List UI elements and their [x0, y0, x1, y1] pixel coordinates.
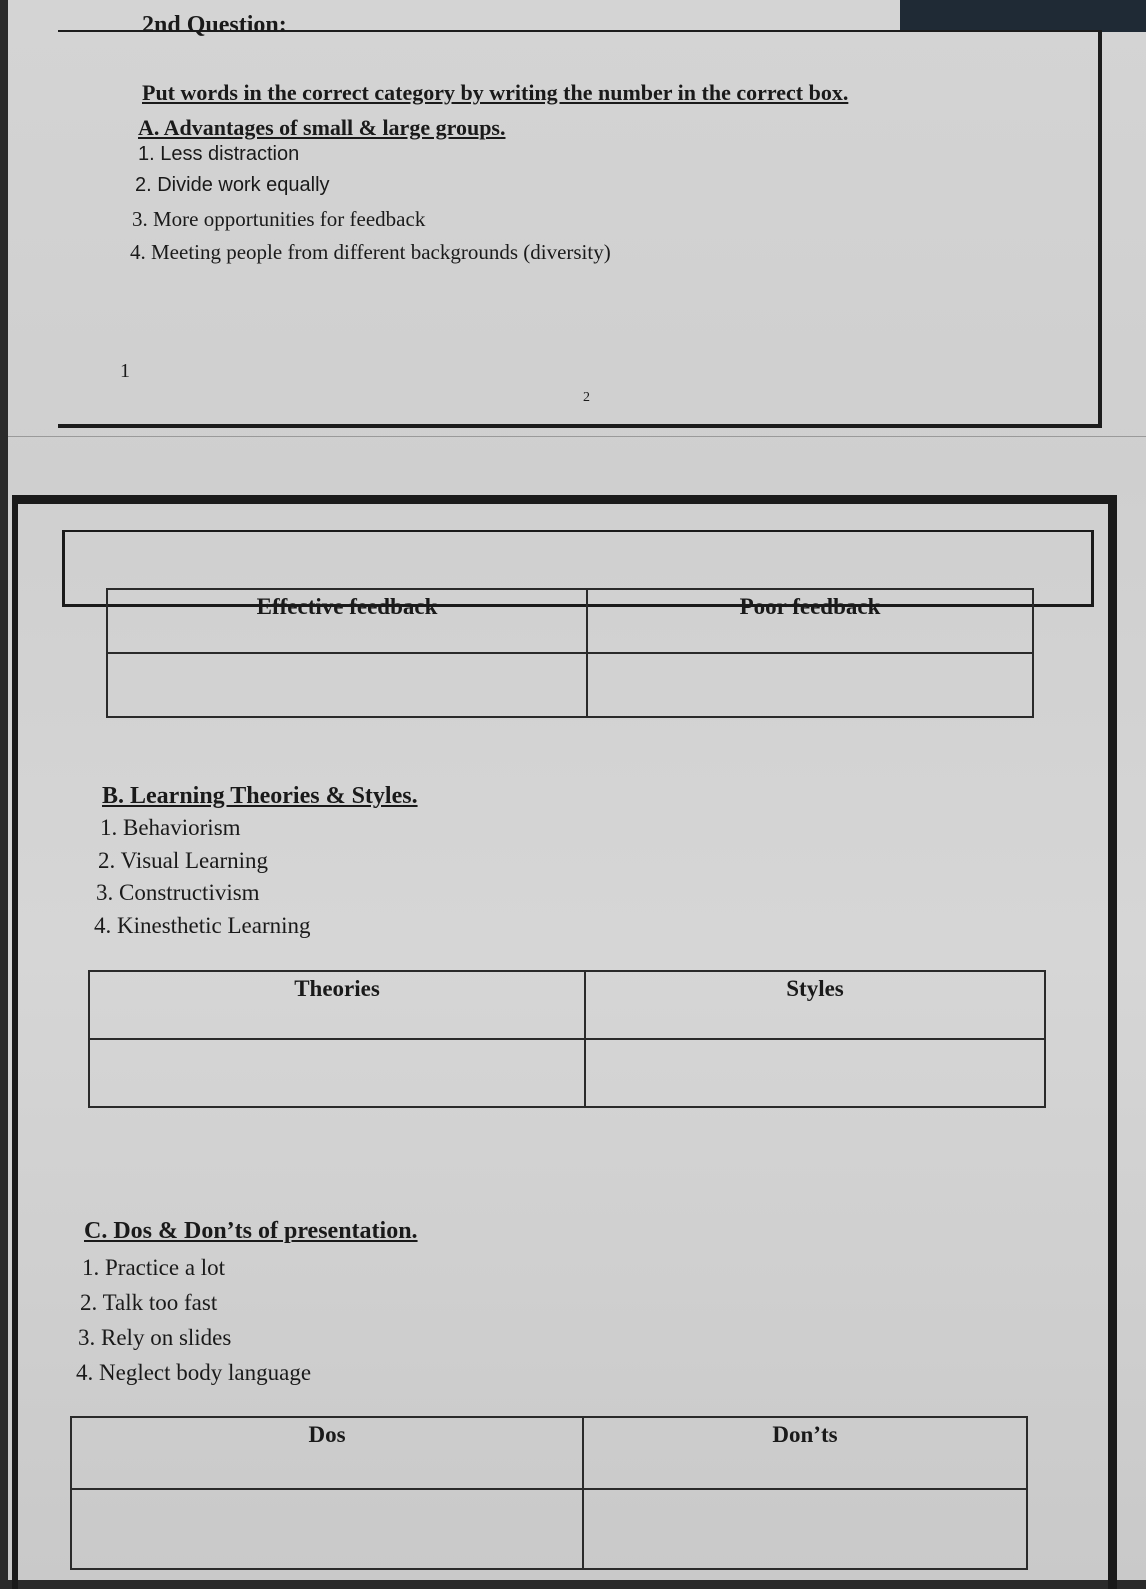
question-title: 2nd Question:: [142, 12, 287, 38]
page-number-2: 2: [583, 390, 590, 405]
page-number-1: 1: [120, 360, 130, 382]
section-a-item-4: 4. Meeting people from different backgrounds (diversity): [130, 240, 611, 264]
section-c-item-3: 3. Rely on slides: [78, 1325, 232, 1350]
instructions: Put words in the correct category by writing the number in the correct box.: [142, 80, 849, 105]
section-a-item-1: 1. Less distraction: [138, 143, 300, 165]
theories-table: [88, 970, 1046, 1108]
theories-header: Theories: [89, 971, 585, 1039]
feedback-table: [106, 588, 1034, 718]
donts-cell[interactable]: [583, 1489, 1027, 1569]
feedback-cell-poor[interactable]: [587, 653, 1033, 717]
styles-cell[interactable]: [585, 1039, 1045, 1107]
section-a-item-3: 3. More opportunities for feedback: [132, 207, 426, 231]
dos-cell[interactable]: [71, 1489, 583, 1569]
feedback-header-poor: Poor feedback: [587, 589, 1033, 653]
section-c-item-4: 4. Neglect body language: [76, 1360, 312, 1385]
section-c-item-1: 1. Practice a lot: [82, 1255, 226, 1280]
section-b-heading: B. Learning Theories & Styles.: [102, 783, 418, 809]
screen-edge: [900, 0, 1146, 32]
styles-header: Styles: [585, 971, 1045, 1039]
section-b-item-1: 1. Behaviorism: [100, 815, 241, 840]
section-c-item-2: 2. Talk too fast: [80, 1290, 218, 1315]
feedback-cell-effective[interactable]: [107, 653, 587, 717]
section-a-heading: A. Advantages of small & large groups.: [138, 115, 506, 140]
divider: [8, 436, 1146, 437]
section-b-item-2: 2. Visual Learning: [98, 848, 269, 873]
section-a-item-2: 2. Divide work equally: [135, 174, 330, 196]
dos-header: Dos: [71, 1417, 583, 1489]
feedback-header-effective: Effective feedback: [107, 589, 587, 653]
section-b-item-3: 3. Constructivism: [96, 880, 260, 905]
section-b-item-4: 4. Kinesthetic Learning: [94, 913, 311, 938]
donts-header: Don’ts: [583, 1417, 1027, 1489]
section-c-heading: C. Dos & Don’ts of presentation.: [84, 1218, 418, 1244]
theories-cell[interactable]: [89, 1039, 585, 1107]
dos-table: [70, 1416, 1028, 1570]
